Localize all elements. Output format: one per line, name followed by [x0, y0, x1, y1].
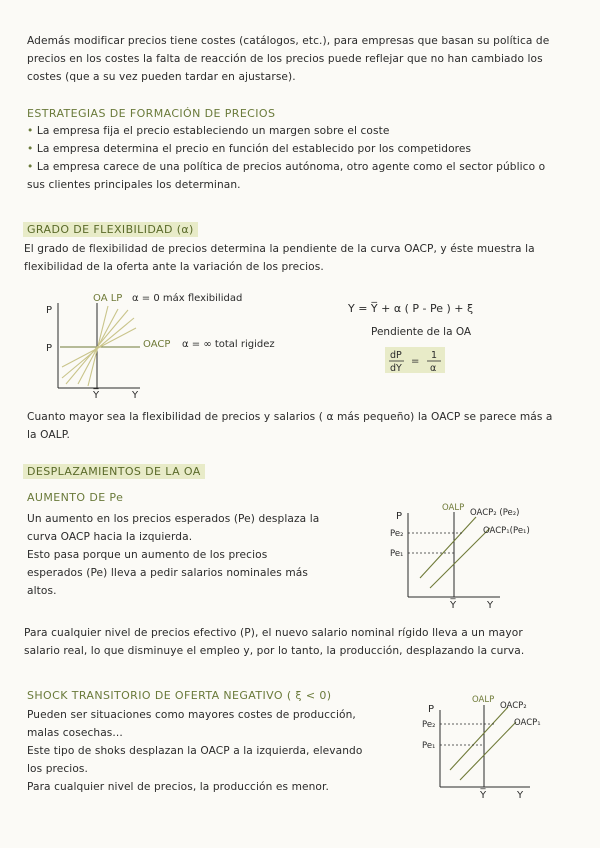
shock-oalp-label: OALP: [472, 695, 495, 705]
flex-ybar-label: Y̅: [93, 390, 100, 401]
inc-pe1-label: Pe₁: [390, 549, 404, 559]
strategy-bullet-1: • La empresa fija el precio estableciendo un margen sobre el coste: [27, 122, 389, 140]
shock-pe1-label: Pe₁: [422, 741, 436, 751]
shock-line-2: malas cosechas...: [27, 727, 123, 739]
intro-line-3: costes (que a su vez pueden tardar en ajustarse).: [27, 71, 296, 83]
shock-line-4: los precios.: [27, 763, 89, 775]
flex-oalp-note: α = 0 máx flexibilidad: [132, 293, 243, 304]
inc-pe2-label: Pe₂: [390, 529, 404, 539]
intro-line-1: Además modificar precios tiene costes (catálogos, etc.), para empresas que basan su política de: [27, 35, 550, 47]
flex-y-axis-label: P: [46, 305, 53, 316]
slope-label: Pendiente de la OA: [371, 326, 472, 338]
increase-after-1: Para cualquier nivel de precios efectivo (P), el nuevo salario nominal rígido lleva a un mayor: [24, 627, 523, 639]
increase-line-2: curva OACP hacia la izquierda.: [27, 531, 193, 543]
inc-y-axis: P: [396, 511, 403, 522]
intro-line-2: precios en los costes la falta de reacción de los precios puede reflejar que no han cambiado los: [27, 53, 543, 65]
flex-x-axis-label: Y: [132, 390, 139, 401]
increase-after-2: salario real, lo que disminuye el empleo y, por lo tanto, la producción, desplazando la curva.: [24, 645, 525, 657]
shock-oacp2-label: OACP₂: [500, 701, 527, 711]
shock-line-1: Pueden ser situaciones como mayores costes de producción,: [27, 709, 356, 721]
shifts-heading: DESPLAZAMIENTOS DE LA OA: [23, 464, 205, 479]
strategies-heading: ESTRATEGIAS DE FORMACIÓN DE PRECIOS: [27, 107, 276, 120]
inc-oacp1-label: OACP₁(Pe₁): [483, 526, 530, 536]
flexibility-heading: GRADO DE FLEXIBILIDAD (α): [23, 222, 198, 237]
shock-oacp1-label: OACP₁: [514, 718, 541, 728]
increase-line-4: esperados (Pe) lleva a pedir salarios nominales más: [27, 567, 308, 579]
strategy-bullet-3: • La empresa carece de una política de precios autónoma, otro agente como el sector público o: [27, 158, 545, 176]
shock-y-axis: P: [428, 704, 435, 715]
inc-ybar: Y̅: [450, 600, 457, 611]
flexibility-line-2: flexibilidad de la oferta ante la variación de los precios.: [24, 261, 324, 273]
increase-subheading: AUMENTO DE Pe: [27, 491, 124, 504]
flexibility-line-1: El grado de flexibilidad de precios determina la pendiente de la curva OACP, y éste muestra la: [24, 243, 535, 255]
inc-oacp2-label: OACP₂ (Pe₂): [470, 508, 520, 518]
shock-ybar: Y̅: [480, 790, 487, 801]
as-equation: Y = Y̅ + α ( P - Pe ) + ξ: [348, 302, 474, 315]
shock-line-3: Este tipo de shoks desplazan la OACP a la izquierda, elevando: [27, 745, 363, 757]
shock-x-axis: Y: [517, 790, 524, 801]
increase-line-5: altos.: [27, 585, 57, 597]
increase-line-1: Un aumento en los precios esperados (Pe) desplaza la: [27, 513, 320, 525]
flex-oacp-label: OACP: [143, 339, 171, 350]
shock-subheading: SHOCK TRANSITORIO DE OFERTA NEGATIVO ( ξ < 0): [27, 689, 332, 702]
inc-x-axis: Y: [487, 600, 494, 611]
slope-dy: dY: [390, 363, 402, 374]
inc-oalp-label: OALP: [442, 503, 465, 513]
slope-alpha: α: [430, 363, 437, 374]
flex-p-level-label: P: [46, 343, 53, 354]
shock-oacp1-line: [460, 722, 516, 780]
slope-equals: =: [411, 356, 420, 367]
shock-pe2-label: Pe₂: [422, 720, 436, 730]
shock-line-5: Para cualquier nivel de precios, la producción es menor.: [27, 781, 329, 793]
increase-line-3: Esto pasa porque un aumento de los precios: [27, 549, 268, 561]
flexibility-conclusion-1: Cuanto mayor sea la flexibilidad de precios y salarios ( α más pequeño) la OACP se parece más a: [27, 411, 553, 423]
flex-oacp-note: α = ∞ total rigidez: [182, 339, 275, 350]
slope-one: 1: [431, 350, 438, 361]
strategy-bullet-3-cont: sus clientes principales los determinan.: [27, 179, 241, 191]
flexibility-conclusion-2: la OALP.: [27, 429, 71, 441]
strategy-bullet-2: • La empresa determina el precio en función del establecido por los competidores: [27, 140, 471, 158]
flex-oalp-label: OA LP: [93, 293, 123, 304]
slope-dp: dP: [390, 350, 402, 361]
